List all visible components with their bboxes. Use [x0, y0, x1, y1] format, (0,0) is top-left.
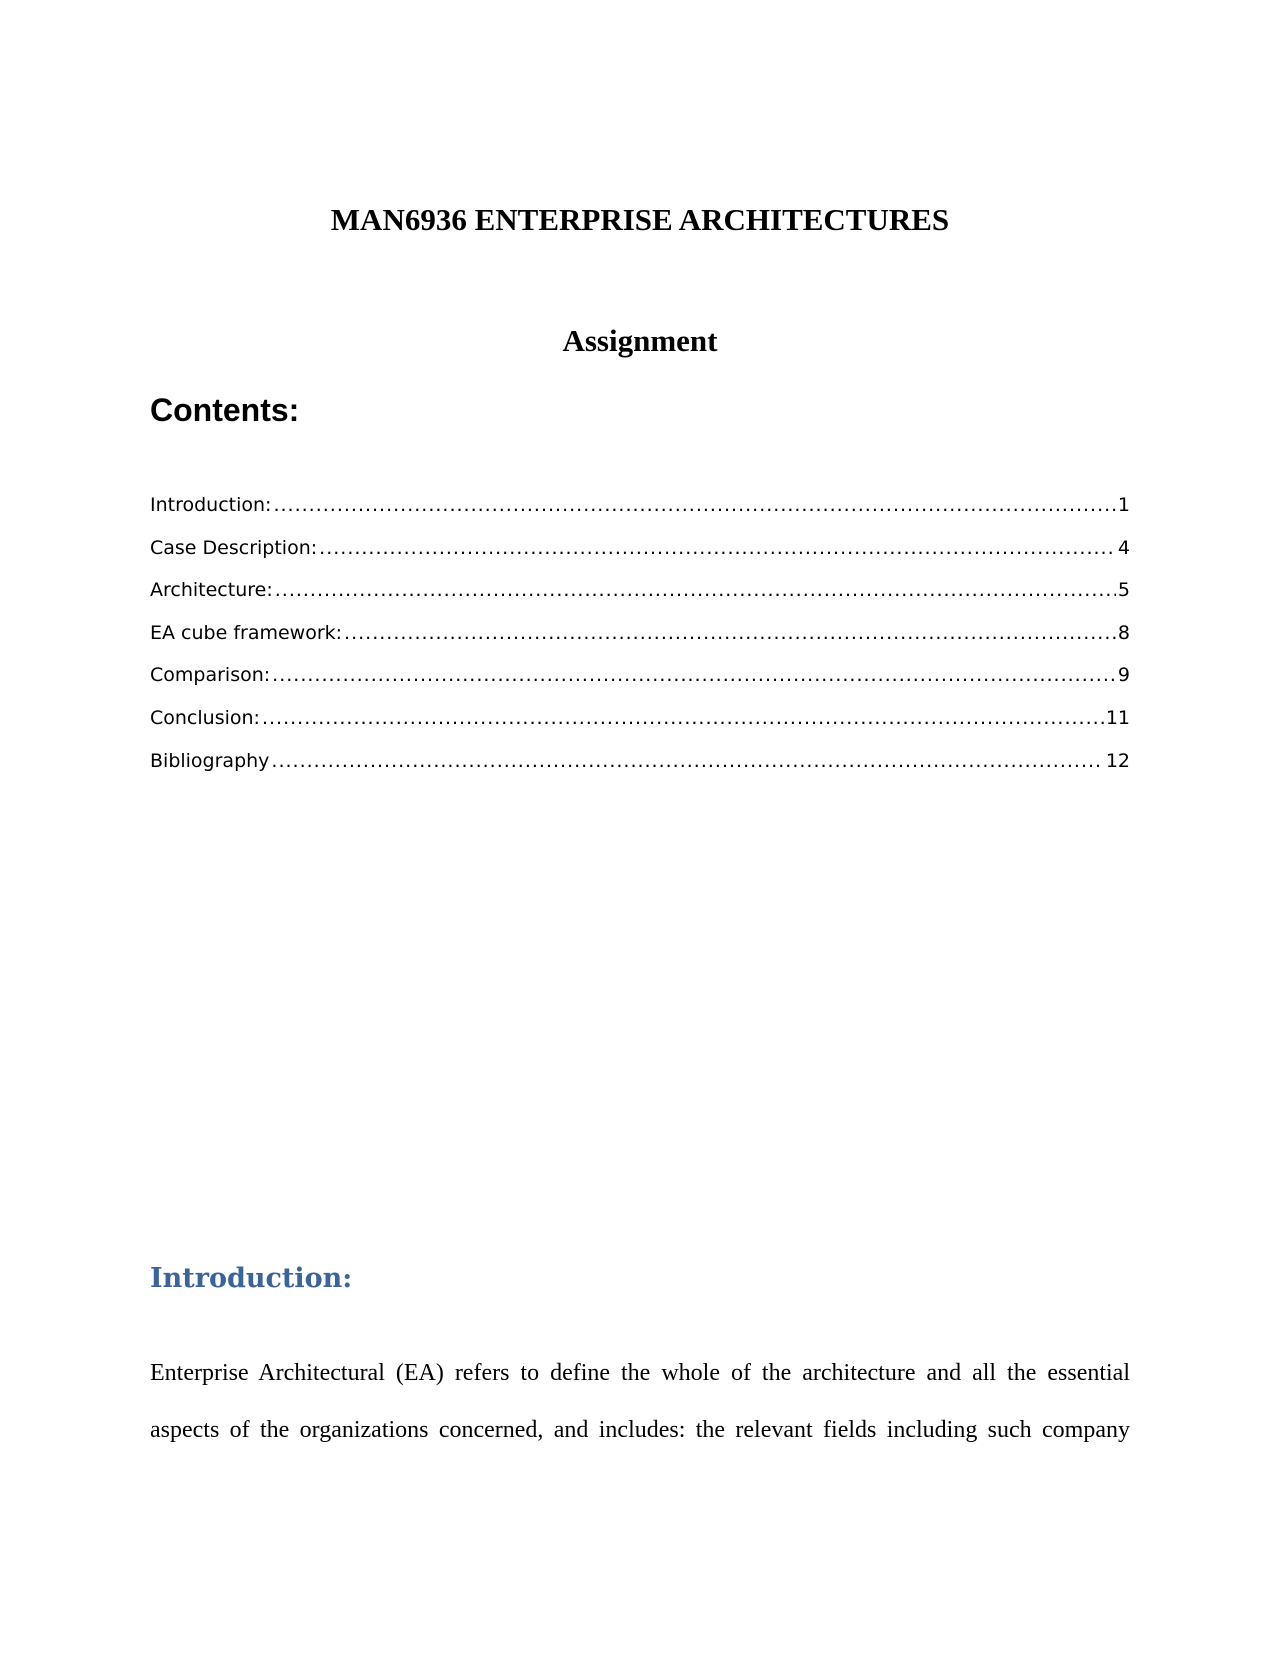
toc-entry-label: EA cube framework: [150, 621, 343, 644]
toc-entry-label: Bibliography [150, 749, 270, 772]
toc-entry-conclusion[interactable] [150, 707, 1130, 750]
toc-entry-page: 4 [1117, 536, 1130, 559]
toc-entry-label: Comparison: [150, 664, 271, 687]
toc-entry-page: 11 [1105, 706, 1130, 729]
paragraph-line: aspects of the organizations concerned, and includes: the relevant fields including such company [150, 1417, 1130, 1443]
toc-entry-page: 12 [1105, 749, 1130, 772]
paragraph-line: Enterprise Architectural (EA) refers to define the whole of the architecture and all the essential [150, 1360, 1130, 1386]
toc-entry-label: Case Description: [150, 536, 318, 559]
toc-entry-architecture[interactable] [150, 579, 1130, 622]
toc-entry-page: 1 [1117, 494, 1130, 516]
toc-entry-page: 8 [1117, 621, 1130, 644]
toc-heading: Contents: [150, 392, 300, 428]
table-of-contents [150, 494, 1130, 792]
toc-entry-ea-cube-framework[interactable] [150, 622, 1130, 665]
toc-dot-leader [272, 664, 1116, 686]
toc-entry-label: Introduction: [150, 494, 272, 516]
toc-entry-label: Conclusion: [150, 706, 260, 729]
introduction-heading: Introduction: [150, 1263, 353, 1294]
toc-entry-page: 9 [1117, 664, 1130, 687]
document-title: MAN6936 ENTERPRISE ARCHITECTURES [330, 202, 950, 237]
toc-entry-bibliography[interactable] [150, 750, 1130, 793]
toc-dot-leader [344, 622, 1116, 644]
toc-entry-case-description[interactable] [150, 537, 1130, 580]
introduction-paragraph [150, 1345, 1130, 1459]
toc-entry-comparison[interactable] [150, 664, 1130, 707]
toc-dot-leader [273, 494, 1115, 516]
toc-entry-page: 5 [1117, 579, 1130, 602]
toc-entry-introduction[interactable] [150, 494, 1130, 537]
toc-dot-leader [271, 750, 1103, 772]
toc-dot-leader [275, 579, 1116, 601]
toc-entry-label: Architecture: [150, 579, 273, 602]
document-subtitle: Assignment [562, 323, 718, 358]
toc-dot-leader [262, 707, 1104, 729]
toc-dot-leader [319, 537, 1116, 559]
